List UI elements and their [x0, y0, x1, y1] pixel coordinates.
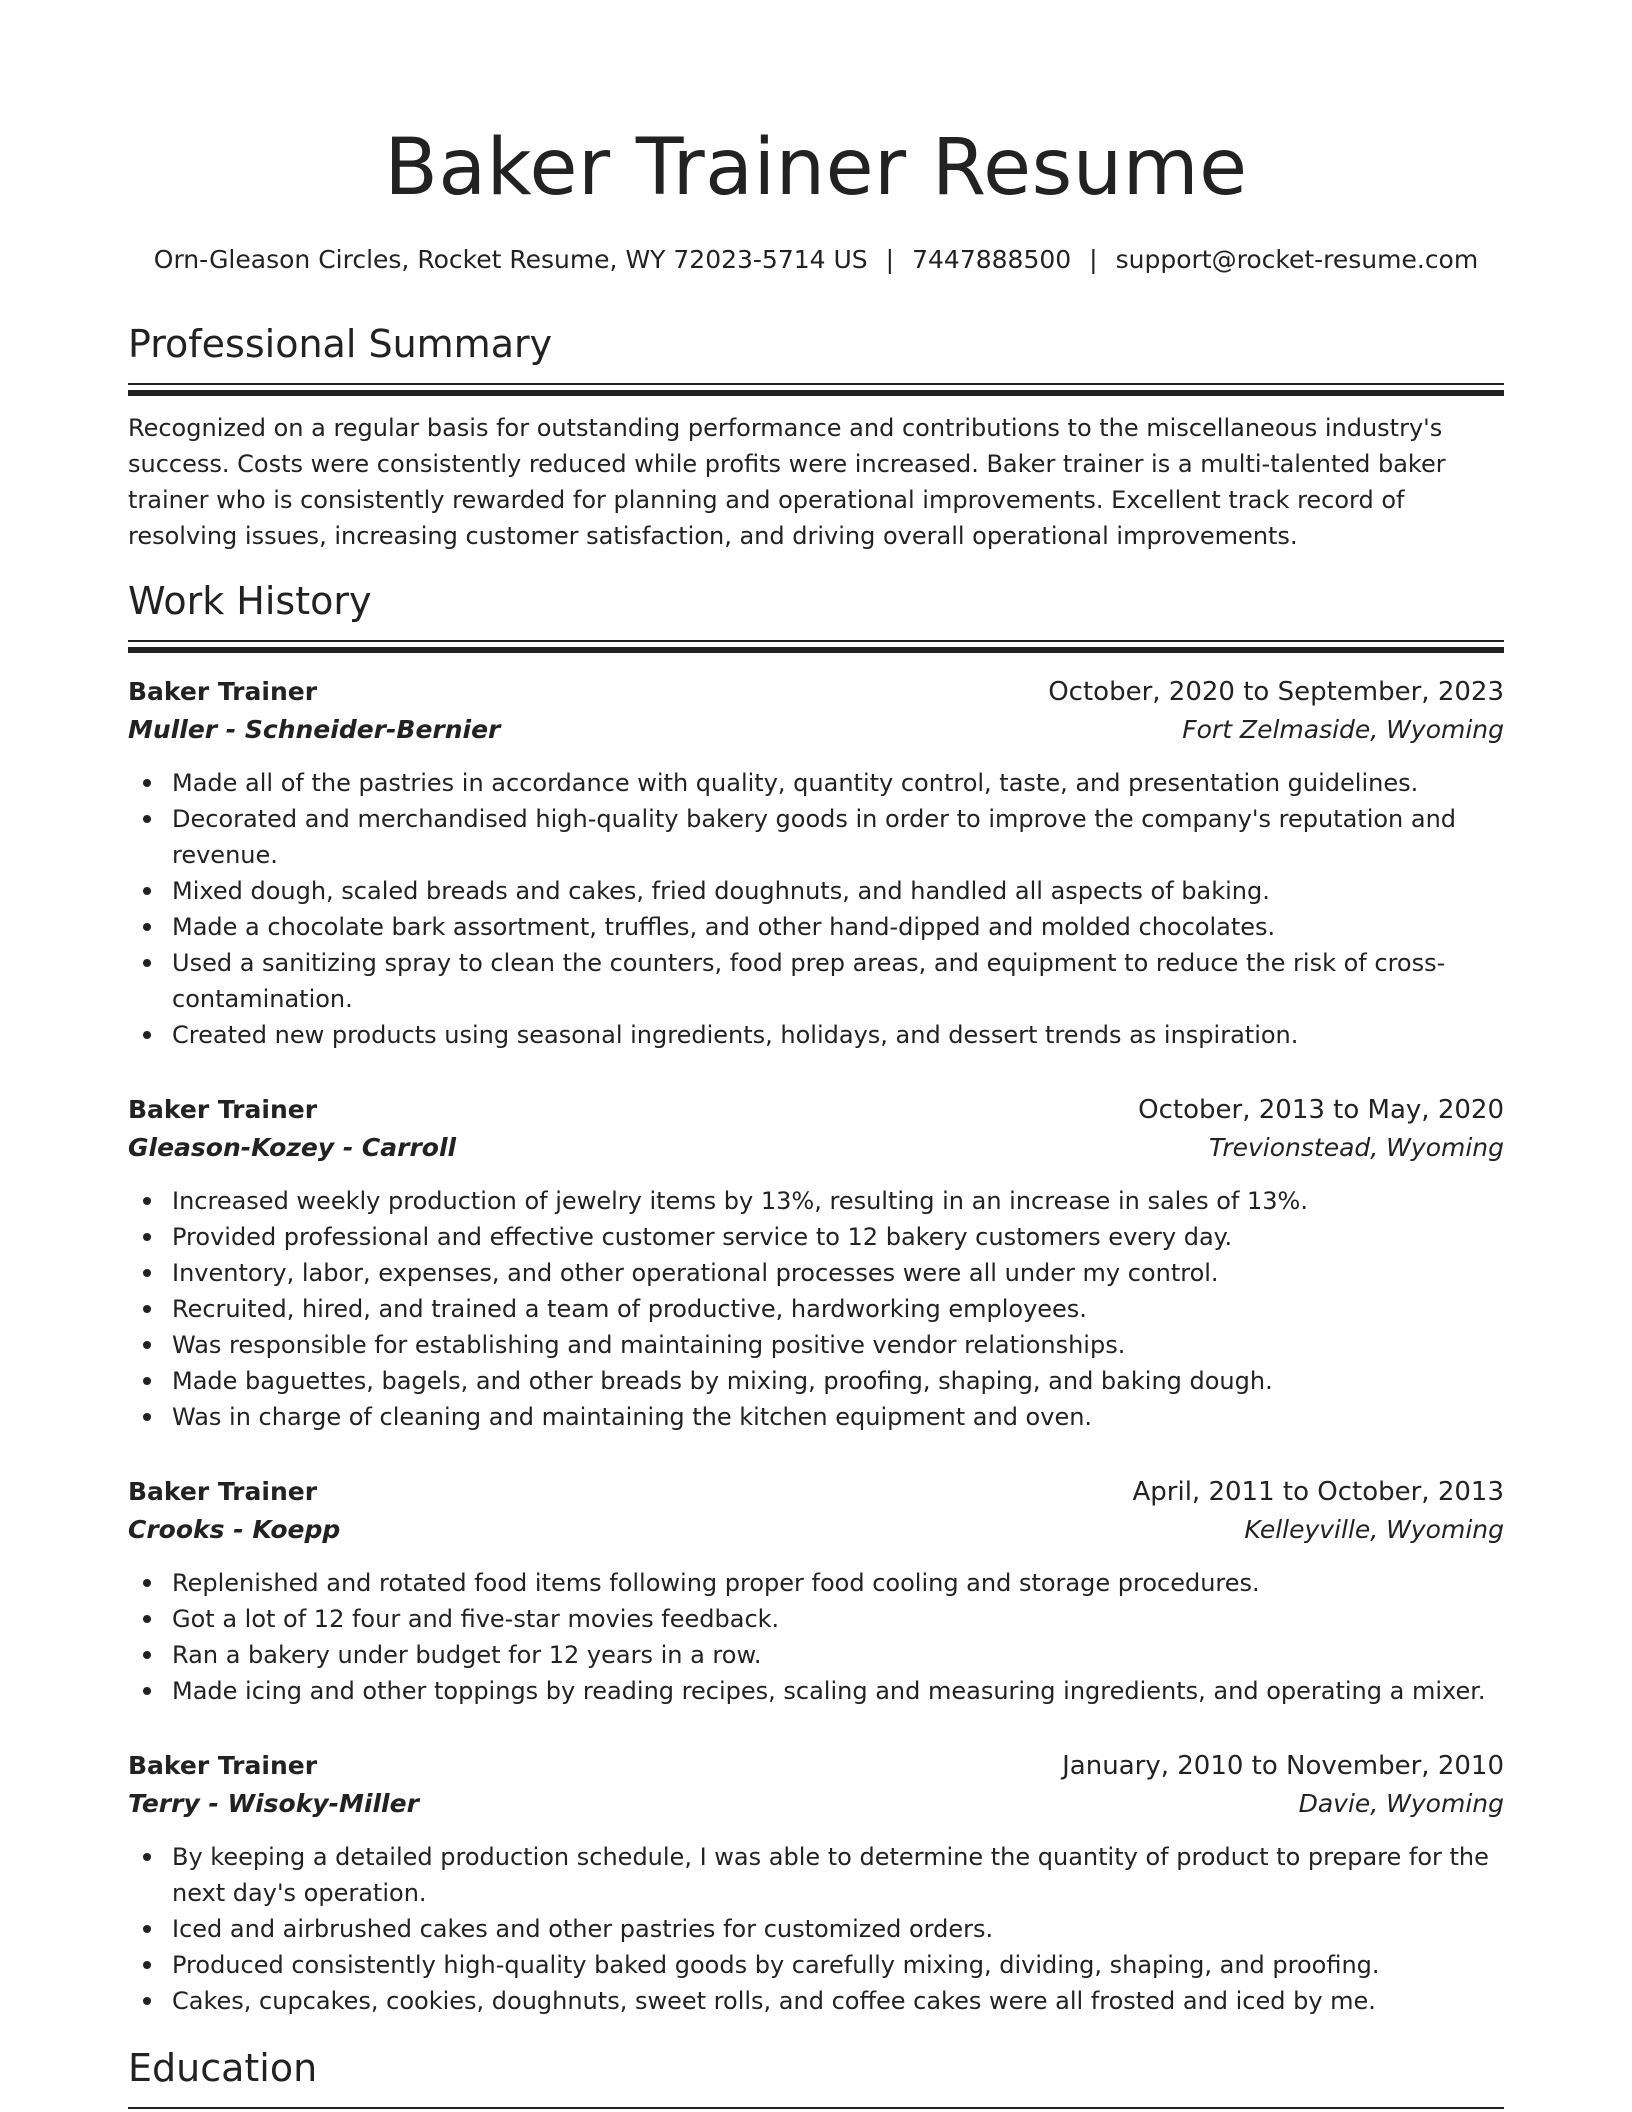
job-bullet: Made baguettes, bagels, and other breads by mixing, proofing, shaping, and baking dough.: [128, 1363, 1504, 1399]
job-company: Gleason-Kozey - Carroll: [128, 1133, 457, 1162]
job-entry: [128, 1091, 1504, 1435]
job-bullet: Made icing and other toppings by reading recipes, scaling and measuring ingredients, and operating a mixer.: [128, 1673, 1504, 1709]
contact-line: [128, 244, 1504, 276]
job-bullet: Was responsible for establishing and maintaining positive vendor relationships.: [128, 1327, 1504, 1363]
job-bullet: Ran a bakery under budget for 12 years in a row.: [128, 1637, 1504, 1673]
job-entry: [128, 673, 1504, 1053]
professional-summary-section: [128, 321, 1504, 554]
summary-text: Recognized on a regular basis for outstanding performance and contributions to the miscellaneous industry's success. Costs were consistently reduced while profits were increased. Baker trainer is a multi-talented baker trainer who is consistently rewarded for planning and operational improvements. Excellent track record of resolving issues, increasing customer satisfaction, and driving overall operational improvements.: [128, 414, 1446, 550]
job-bullet-list: [128, 1183, 1504, 1435]
job-title: Baker Trainer: [128, 1751, 318, 1780]
job-bullet: Increased weekly production of jewelry items by 13%, resulting in an increase in sales of 13%.: [128, 1183, 1504, 1219]
job-location: Kelleyville, Wyoming: [1244, 1515, 1504, 1544]
job-company: Terry - Wisoky-Miller: [128, 1789, 419, 1818]
job-bullet-list: [128, 1565, 1504, 1709]
job-dates: April, 2011 to October, 2013: [1132, 1477, 1504, 1507]
section-heading-summary: Professional Summary: [128, 322, 553, 366]
job-bullet: Provided professional and effective customer service to 12 bakery customers every day.: [128, 1219, 1504, 1255]
job-dates: October, 2020 to September, 2023: [1048, 677, 1504, 707]
job-header-row: [128, 1091, 1504, 1129]
job-bullet: By keeping a detailed production schedule, I was able to determine the quantity of product to prepare for the next day's operation.: [128, 1839, 1504, 1911]
contact-phone: 7447888500: [912, 245, 1072, 274]
job-company-row: [128, 1511, 1504, 1549]
contact-separator: |: [885, 245, 895, 274]
job-title: Baker Trainer: [128, 677, 318, 706]
job-location: Trevionstead, Wyoming: [1209, 1133, 1504, 1162]
job-bullet: Replenished and rotated food items following proper food cooling and storage procedures.: [128, 1565, 1504, 1601]
contact-email: support@rocket-resume.com: [1115, 245, 1479, 274]
job-dates: January, 2010 to November, 2010: [1062, 1751, 1504, 1781]
section-heading-work-history: Work History: [128, 579, 372, 623]
job-bullet: Created new products using seasonal ingredients, holidays, and dessert trends as inspiration.: [128, 1017, 1504, 1053]
job-bullet: Made a chocolate bark assortment, truffles, and other hand-dipped and molded chocolates.: [128, 909, 1504, 945]
job-entry: [128, 1747, 1504, 2019]
job-bullet: Used a sanitizing spray to clean the counters, food prep areas, and equipment to reduce the risk of cross-contamination.: [128, 945, 1504, 1017]
education-section: [128, 2045, 1504, 2112]
job-bullet: Recruited, hired, and trained a team of productive, hardworking employees.: [128, 1291, 1504, 1327]
job-bullet: Produced consistently high-quality baked goods by carefully mixing, dividing, shaping, and proofing.: [128, 1947, 1504, 1983]
job-dates: October, 2013 to May, 2020: [1138, 1095, 1504, 1125]
job-location: Davie, Wyoming: [1298, 1789, 1504, 1818]
job-bullet: Was in charge of cleaning and maintaining the kitchen equipment and oven.: [128, 1399, 1504, 1435]
section-divider: [128, 383, 1504, 396]
job-title: Baker Trainer: [128, 1477, 318, 1506]
job-bullet: Decorated and merchandised high-quality bakery goods in order to improve the company's reputation and revenue.: [128, 801, 1504, 873]
job-bullet: Made all of the pastries in accordance with quality, quantity control, taste, and presentation guidelines.: [128, 765, 1504, 801]
contact-address: Orn-Gleason Circles, Rocket Resume, WY 72023-5714 US: [153, 245, 868, 274]
section-divider: [128, 640, 1504, 653]
resume-title: Baker Trainer Resume: [384, 123, 1248, 213]
job-company-row: [128, 1129, 1504, 1167]
job-company: Muller - Schneider-Bernier: [128, 715, 501, 744]
section-heading-education: Education: [128, 2046, 318, 2090]
job-bullet: Cakes, cupcakes, cookies, doughnuts, sweet rolls, and coffee cakes were all frosted and iced by me.: [128, 1983, 1504, 2019]
job-entry: [128, 1473, 1504, 1709]
job-bullet: Got a lot of 12 four and five-star movies feedback.: [128, 1601, 1504, 1637]
job-header-row: [128, 673, 1504, 711]
job-location: Fort Zelmaside, Wyoming: [1182, 715, 1504, 744]
work-history-section: [128, 578, 1504, 2019]
job-bullet: Inventory, labor, expenses, and other operational processes were all under my control.: [128, 1255, 1504, 1291]
job-title: Baker Trainer: [128, 1095, 318, 1124]
job-bullet-list: [128, 765, 1504, 1053]
job-bullet-list: [128, 1839, 1504, 2019]
job-bullet: Mixed dough, scaled breads and cakes, fried doughnuts, and handled all aspects of baking.: [128, 873, 1504, 909]
job-company-row: [128, 711, 1504, 749]
job-header-row: [128, 1747, 1504, 1785]
section-divider: [128, 2107, 1504, 2112]
job-header-row: [128, 1473, 1504, 1511]
contact-separator: |: [1089, 245, 1098, 274]
job-bullet: Iced and airbrushed cakes and other pastries for customized orders.: [128, 1911, 1504, 1947]
job-company-row: [128, 1785, 1504, 1823]
job-company: Crooks - Koepp: [128, 1515, 341, 1544]
